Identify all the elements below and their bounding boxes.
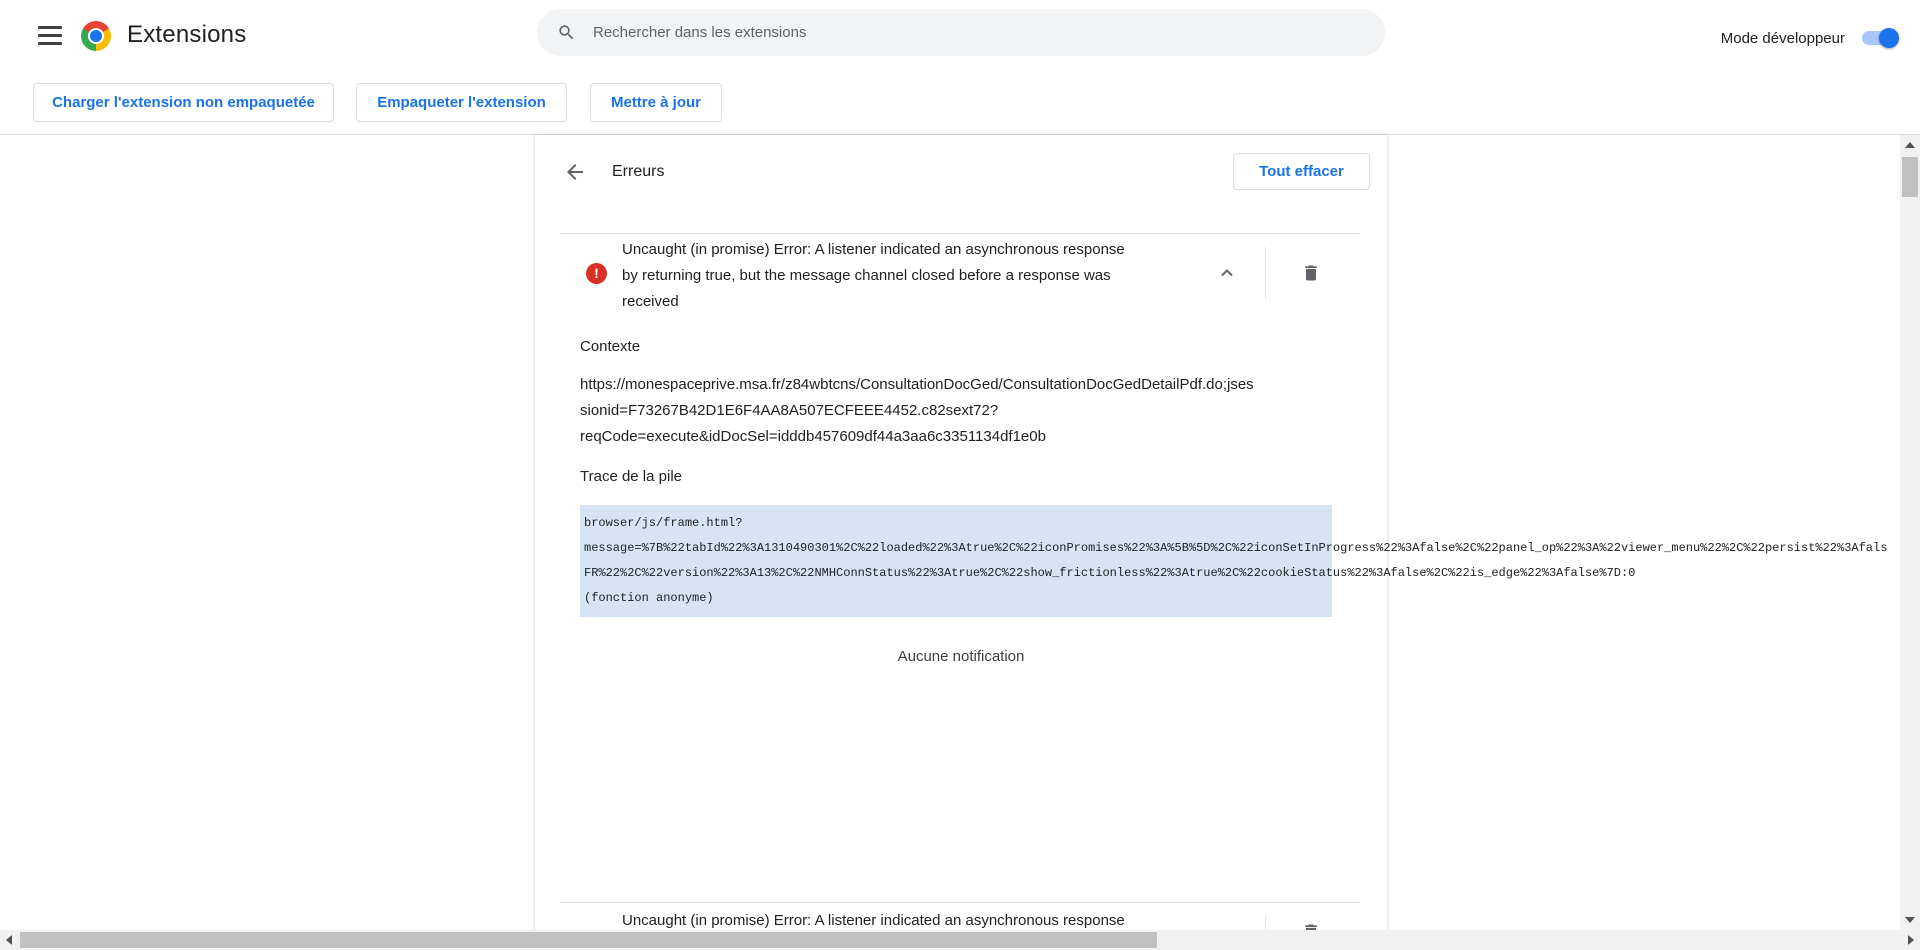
context-url-line: reqCode=execute&idDocSel=idddb457609df44a3aa6c3351134df1e0b xyxy=(580,428,1046,445)
search-icon xyxy=(557,23,576,42)
search-bar[interactable] xyxy=(537,9,1385,56)
delete-error-icon[interactable] xyxy=(1301,262,1321,284)
stack-code-line: browser/js/frame.html? xyxy=(584,516,743,530)
error-message-line: by returning true, but the message channel closed before a response was xyxy=(622,267,1111,284)
errors-panel xyxy=(535,135,1888,950)
horizontal-scrollbar-thumb[interactable] xyxy=(20,932,1157,948)
chrome-logo-icon xyxy=(81,21,111,51)
developer-mode-toggle[interactable] xyxy=(1862,31,1897,45)
stack-trace-heading: Trace de la pile xyxy=(580,468,682,485)
error-row-divider xyxy=(560,902,1360,903)
error-message-line: received xyxy=(622,293,679,310)
error-message-line: Uncaught (in promise) Error: A listener indicated an asynchronous response xyxy=(622,241,1125,258)
scroll-right-arrow-icon[interactable] xyxy=(1908,935,1914,945)
context-url xyxy=(580,372,1392,450)
error-row-divider xyxy=(560,233,1360,234)
horizontal-scrollbar[interactable] xyxy=(0,930,1920,950)
pack-extension-button[interactable]: Empaqueter l'extension xyxy=(356,83,567,122)
errors-panel-title: Erreurs xyxy=(612,163,665,180)
error-badge-icon: ! xyxy=(586,263,607,284)
row-action-divider xyxy=(1265,247,1266,299)
stack-code-line: message=%7B%22tabId%22%3A1310490301%2C%22loaded%22%3Atrue%2C%22iconPromises%22%3A%5B%5D%2C%22iconSetInProgress%22%3Afalse%2C%22panel_op%22%3A%22viewer_menu%22%2C%22persist%22%3Afals xyxy=(584,541,1888,555)
context-heading: Contexte xyxy=(580,338,641,355)
context-url-line: https://monespaceprive.msa.fr/z84wbtcns/ConsultationDocGed/ConsultationDocGedDetailPdf.do;jses xyxy=(580,376,1254,393)
scroll-up-arrow-icon[interactable] xyxy=(1905,142,1915,148)
no-notification-text: Aucune notification xyxy=(897,648,1025,665)
stack-code-line: (fonction anonyme) xyxy=(584,591,714,605)
vertical-scrollbar-thumb[interactable] xyxy=(1902,157,1918,197)
toggle-knob xyxy=(1879,28,1899,48)
error-message-line: Uncaught (in promise) Error: A listener indicated an asynchronous response xyxy=(622,912,1125,929)
error-message[interactable] xyxy=(622,237,1182,315)
vertical-scrollbar[interactable] xyxy=(1900,135,1920,930)
collapse-chevron-icon[interactable] xyxy=(1215,261,1239,285)
menu-hamburger-icon[interactable] xyxy=(38,25,62,45)
search-input[interactable] xyxy=(593,9,1353,56)
developer-mode-label: Mode développeur xyxy=(1720,30,1845,47)
back-arrow-icon[interactable] xyxy=(563,160,587,184)
update-button[interactable]: Mettre à jour xyxy=(590,83,722,122)
context-url-line: sionid=F73267B42D1E6F4AA8A507ECFEEE4452.c82sext72? xyxy=(580,402,999,419)
page-title: Extensions xyxy=(127,21,247,48)
load-unpacked-button[interactable]: Charger l'extension non empaquetée xyxy=(33,83,334,122)
clear-all-button[interactable]: Tout effacer xyxy=(1233,153,1370,190)
scroll-left-arrow-icon[interactable] xyxy=(6,935,12,945)
stack-code-line: FR%22%2C%22version%22%3A13%2C%22NMHConnStatus%22%3Atrue%2C%22show_frictionless%22%3Atrue%2C%22cookieStatus%22%3Afalse%2C%22is_edge%22%3Afalse%7D:0 xyxy=(584,566,1636,580)
scroll-down-arrow-icon[interactable] xyxy=(1905,917,1915,923)
